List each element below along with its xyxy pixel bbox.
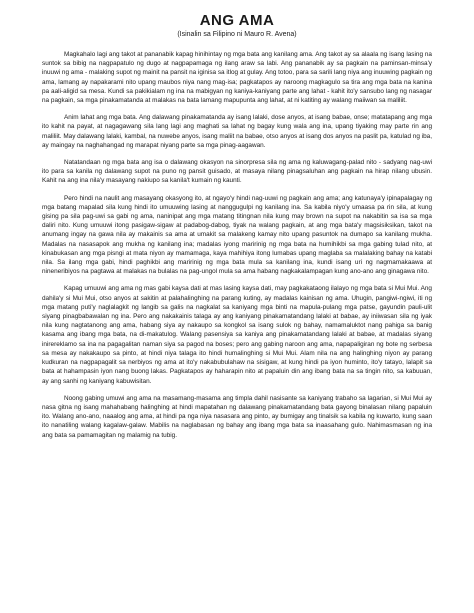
document-subtitle: (Isinalin sa Filipino ni Mauro R. Avena)	[177, 31, 297, 38]
paragraph: Anim lahat ang mga bata. Ang dalawang pinakamatanda ay isang lalaki, dose anyos, at isang babae, onse; matatapang ang mga ito kahit na payat, at nagagawang sila lang lagi ang maghati sa lahat ng bagay kung wala ang ina, upang tiyaking may parte rin ang maliliit. May dalawang lalaki, kambal, na nuwebe anyos, isang maliit na babae, otso anyos at isang dos anyos na paslit pa, katulad ng iba, ay maingay na naghahangad ng marapat niyang parte sa mga pinag-aagawan.	[42, 114, 432, 149]
paragraph: Noong gabing umuwi ang ama na masamang-masama ang timpla dahil nasisante sa kaniyang trabaho sa lagarian, si Mui Mui ay nasa gitna ng isang mahahabang halinghing at hindi mapatahan ng dalawang pinakamatandang bata gayong binalasan nilang papaluin ito. Walang ano-ano, naaalog ang ama, at hindi pa nga niya nasasara ang pinto, ay bumigay ang tinalsik sa kabila ng kuwarto, kung saan ito nanatiling walang kagalaw-galaw. Mabilis na naglabasan ng bahay ang ibang mga bata sa inaasahang gulo. Nahimasmasan ng ina ang bata sa pamamagitan ng malamig na tubig.	[42, 394, 432, 439]
paragraph: Natatandaan ng mga bata ang isa o dalawang okasyon na sinorpresa sila ng ama ng kaluwagang-palad nito - sadyang nag-uwi ito para sa kanila ng dalawang supot na puno ng pansit guisado, at masaya nilang pinagsaluhan ang pagkain na hirap nilang ubusin. Kahit na ang ina nila'y masayang nakiupo sa kanila't kumain ng kaunti.	[42, 159, 432, 185]
document-title: ANG AMA	[199, 12, 275, 29]
paragraph: Kapag umuuwi ang ama ng mas gabi kaysa dati at mas lasing kaysa dati, may pagkakataong ilalayo ng mga bata si Mui Mui. Ang dahila'y si Mui Mui, otso anyos at sakitin at palahalinghing na parang kuting, ay madalas kainisan ng ama. Uhugin, pangiwi-ngiwi, iti ng mga matang puti'y naglalagkit ng langib sa galis na nagkalat sa kaniyang mga binti na mapula-pulang mga patse, gayundin pauli-ulit siyang pinagbabawalan ng ina. Pero ang nakakainis talaga ay ang kaniyang pinakamatandang lalaki at babae, ay iniiwasan sila ng iyak nila kung nagtatanong ang ama, habang siya ay nakaupo sa kongkol sa isang sulok ng bahay, namamaluktot nang pahiga sa banig kasama ang ibang mga bata, na di-makatulog. Walang pasensiya sa kaniya ang pinakamatandang lalaki at babae, at madalas siyang inirereklamo sa ina na pagagalitan naman siya sa pagod na boses; pero ang gabing naroon ang ama, napapaligiran ng bote ng serbesa sa mesa ay nakakaupo sa pinto, at hindi niya talaga ito hindi humalinghing si Mui Mui. Alam nila na ang halinghing niyon ay parang kudkuran na nagpapagalit sa nerbiyos ng ama at ito'y nakabubulahaw na sisigaw, at kung hindi pa iyon huminto, ito'y tatayo, lalapit sa bata at hahampasin iyon nang buong lakas. Pagkatapos ay haharapin nito at papaluin din ang ibang bata na sa tingin nito, sa kabuuan, ay ang sanhi ng kaniyang kabuwisitan.	[42, 285, 432, 385]
paragraph: Magkahalo lagi ang takot at pananabik kapag hinihintay ng mga bata ang kanilang ama. Ang takot ay sa alaala ng isang lasing na suntok sa bibig na nagpapatulo ng dugo at nagpapamaga ng ilang araw sa labi. Ang pananabik ay sa pagkain na paminsan-minsa'y inuuwi ng ama - malaking supot ng mainit na pansit na iginisa sa itlog at gulay. Ang totoo, para sa sarili lang niya ang inuuwing pagkain ng ama, lamang ay napakarami nito upang maubos niya nang mag-isa; pagkatapos ay naroong magkagulo sa tira ang mga bata na kanina pa aali-aligid sa mesa. Kundi sa pakikialam ng ina na mabigyan ng kaniya-kaniyang parte ang lahat - kahit ito'y sansubo lang ng nasagar na pagkain, sa mga pinakamatanda at malakas na bata lamang mapupunta ang lahat, at ni katiting ay walang maiiwan sa maliliit.	[42, 51, 432, 105]
paragraph: Pero hindi na naulit ang masayang okasyong ito, at ngayo'y hindi nag-uuwi ng pagkain ang ama; ang katunaya'y ipinapalagay ng mga batang mapalad sila kung hindi ito umuuwing lasing at nanggugulpi ng kanilang ina. Sa kabila niyo'y umaasa pa rin sila, at kung gising pa sila pag-uwi sa gabi ng ama, naninipat ang mga matang titingnan nila kung may brown na supot na nakabitin sa isa sa mga daliri nito. Kung umuuwi itong pasigaw-sigaw at padabog-dabog, tiyak na walang pagkain, at ang mga bata'y magsisiksikan, takot na anumang ingay na gawa nila ay makainis sa ama at umakit sa malakeng kamay nito upang pasuntok na dumapo sa kanilang mukha. Madalas na nasasapok ang mukha ng kanilang ina; madalas iyong maririnig ng mga bata na humihikbi sa mga gabing tulad nito, at kinabukasan ang mga pisngi at mata niyon ay mamamaga, kaya mahihiya itong lumabas upang maglaba sa malalaking bahay na katabi nila. Sa ilang mga gabi, hindi paghikbi ang maririnig ng mga bata mula sa kanilang ina, kundi isang uri ng nagmamakaawa at nineneribiyos na pagtawa at malakas na bulalas na pag-ungol mula sa ama habang nagkakalampagan kung ano-ano ang ginagawa nito.	[42, 194, 432, 276]
